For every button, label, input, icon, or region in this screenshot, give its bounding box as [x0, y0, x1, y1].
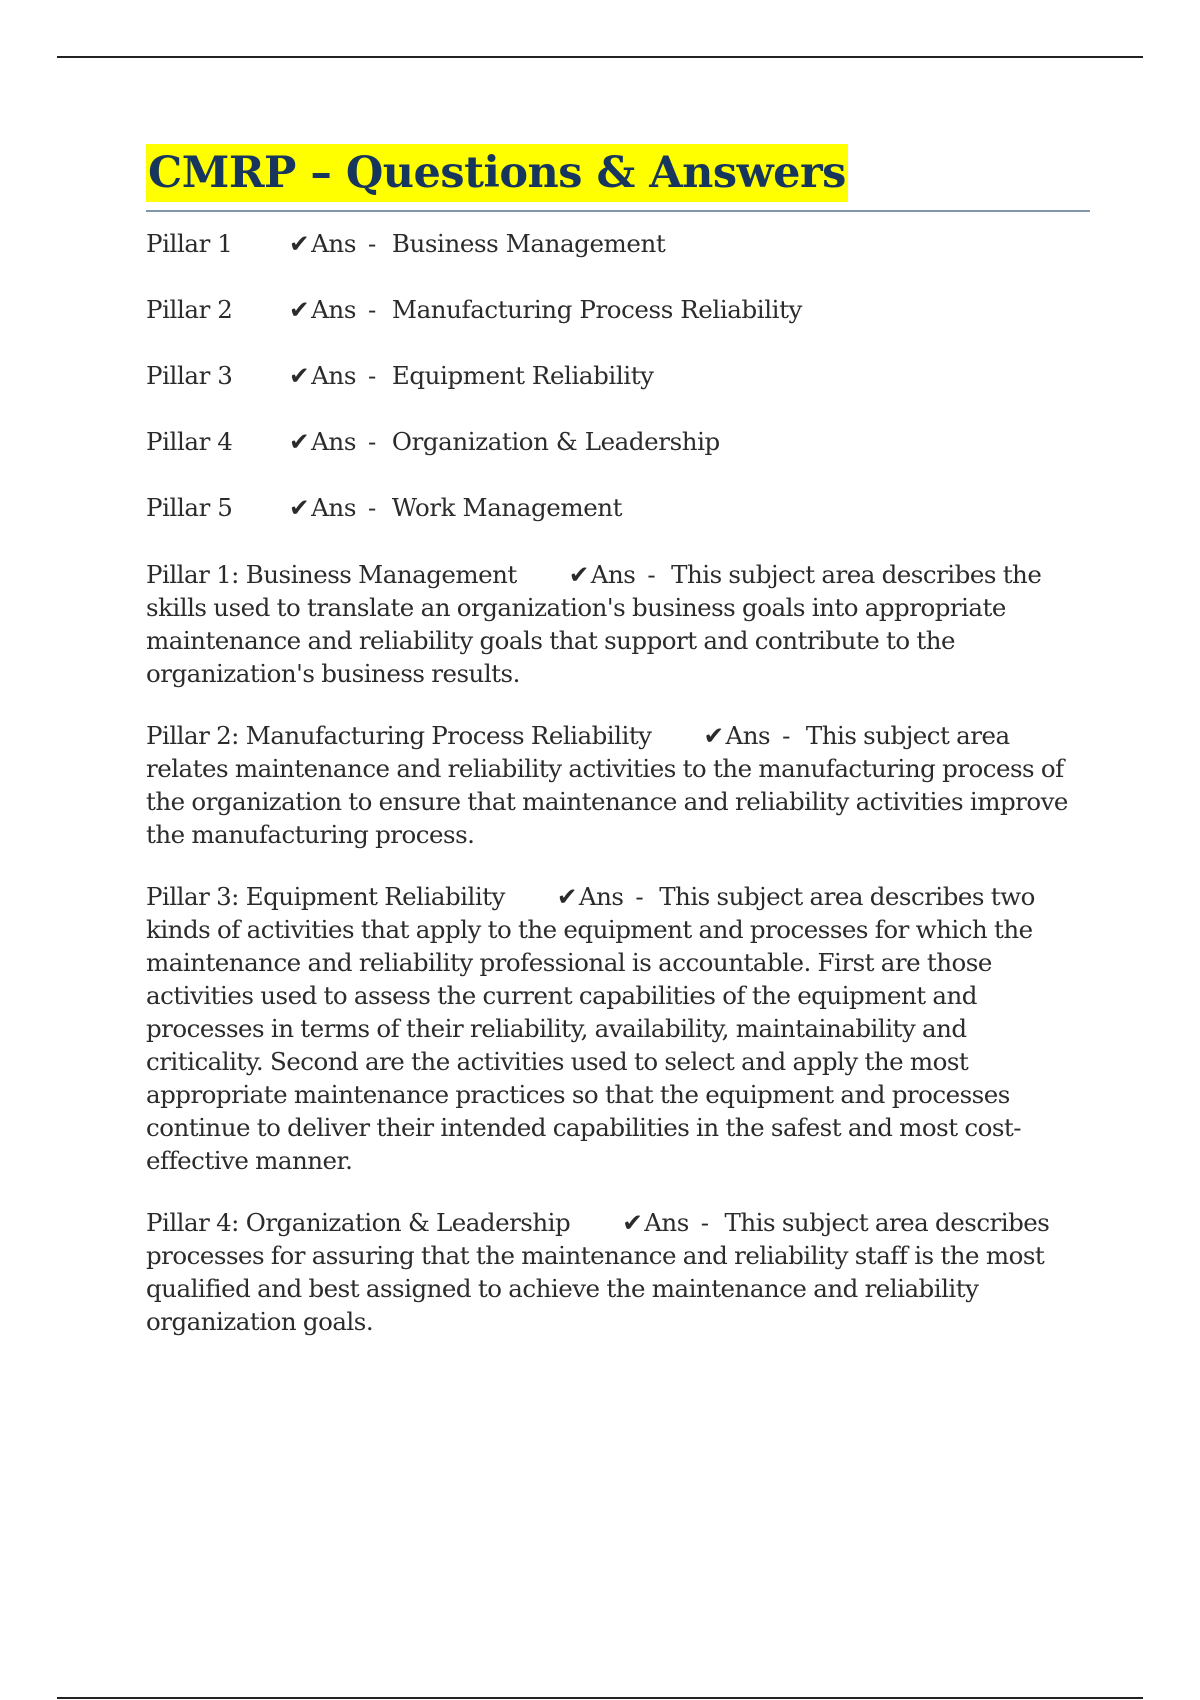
answer-marker — [289, 361, 392, 390]
pillar-list — [146, 228, 1090, 524]
ans-dash: - — [700, 1208, 709, 1237]
pillar-answer: Manufacturing Process Reliability — [391, 295, 802, 324]
answer-marker — [289, 295, 392, 324]
ans-label: Ans — [644, 1208, 689, 1237]
ans-dash: - — [368, 229, 376, 258]
pillar-question: Pillar 1 — [146, 229, 233, 258]
pillar-row — [146, 360, 1090, 392]
ans-label: Ans — [311, 229, 356, 258]
description-answer: This subject area describes processes for assuring that the maintenance and reliability staff is the most qualified and best assigned to achieve the maintenance and reliability organization goals. — [146, 1208, 1050, 1336]
page-top-rule — [57, 56, 1143, 58]
page-bottom-rule — [57, 1697, 1143, 1699]
description-paragraph — [146, 1206, 1090, 1338]
ans-label: Ans — [590, 560, 636, 589]
ans-label: Ans — [311, 427, 356, 456]
description-question: Pillar 2: Manufacturing Process Reliability — [146, 721, 652, 750]
check-icon: ✔ — [703, 721, 724, 750]
description-list — [146, 558, 1090, 1338]
ans-dash: - — [368, 493, 376, 522]
pillar-row — [146, 228, 1090, 260]
document-title: CMRP – Questions & Answers — [146, 144, 848, 202]
ans-dash: - — [782, 721, 790, 750]
check-icon: ✔ — [289, 229, 310, 258]
ans-dash: - — [368, 427, 376, 456]
pillar-question: Pillar 2 — [146, 295, 233, 324]
ans-label: Ans — [578, 882, 624, 911]
pillar-answer: Business Management — [391, 229, 666, 258]
pillar-answer: Organization & Leadership — [391, 427, 720, 456]
ans-label: Ans — [725, 721, 771, 750]
description-answer: This subject area describes two kinds of activities that apply to the equipment and processes for which the maintenance and reliability professional is accountable. First are those activities used to assess the current capabilities of the equipment and processes in terms of their reliability, availability, maintainability and criticality. Second are the activities used to select and apply the most appropriate maintenance practices so that the equipment and processes continue to deliver their intended capabilities in the safest and most cost-effective manner. — [146, 882, 1035, 1175]
description-paragraph — [146, 558, 1090, 690]
pillar-row — [146, 426, 1090, 458]
pillar-row — [146, 294, 1090, 326]
description-question: Pillar 1: Business Management — [146, 560, 517, 589]
check-icon: ✔ — [289, 361, 310, 390]
ans-dash: - — [368, 295, 376, 324]
ans-label: Ans — [311, 361, 356, 390]
document-body — [146, 144, 1090, 1367]
answer-marker — [289, 427, 392, 456]
pillar-row — [146, 492, 1090, 524]
description-answer: This subject area describes the skills used to translate an organization's business goals into appropriate maintenance and reliability goals that support and contribute to the organization's business results. — [146, 560, 1042, 688]
answer-marker — [622, 1208, 724, 1237]
check-icon: ✔ — [622, 1208, 643, 1237]
description-paragraph — [146, 880, 1090, 1177]
pillar-answer: Equipment Reliability — [391, 361, 654, 390]
description-answer: This subject area relates maintenance and reliability activities to the manufacturing process of the organization to ensure that maintenance and reliability activities improve the manufacturing process. — [146, 721, 1068, 849]
ans-dash: - — [647, 560, 656, 589]
title-block — [146, 144, 1090, 212]
answer-marker — [289, 229, 392, 258]
ans-dash: - — [368, 361, 376, 390]
check-icon: ✔ — [289, 427, 310, 456]
answer-marker — [569, 560, 671, 589]
ans-dash: - — [635, 882, 644, 911]
pillar-question: Pillar 3 — [146, 361, 233, 390]
ans-label: Ans — [311, 493, 356, 522]
pillar-question: Pillar 5 — [146, 493, 233, 522]
check-icon: ✔ — [568, 560, 589, 589]
check-icon: ✔ — [289, 295, 310, 324]
pillar-question: Pillar 4 — [146, 427, 233, 456]
description-question: Pillar 3: Equipment Reliability — [146, 882, 505, 911]
check-icon: ✔ — [289, 493, 310, 522]
pillar-answer: Work Management — [391, 493, 623, 522]
description-question: Pillar 4: Organization & Leadership — [146, 1208, 571, 1237]
answer-marker — [557, 882, 659, 911]
check-icon: ✔ — [556, 882, 577, 911]
answer-marker — [289, 493, 392, 522]
ans-label: Ans — [311, 295, 356, 324]
description-paragraph — [146, 719, 1090, 851]
answer-marker — [704, 721, 806, 750]
